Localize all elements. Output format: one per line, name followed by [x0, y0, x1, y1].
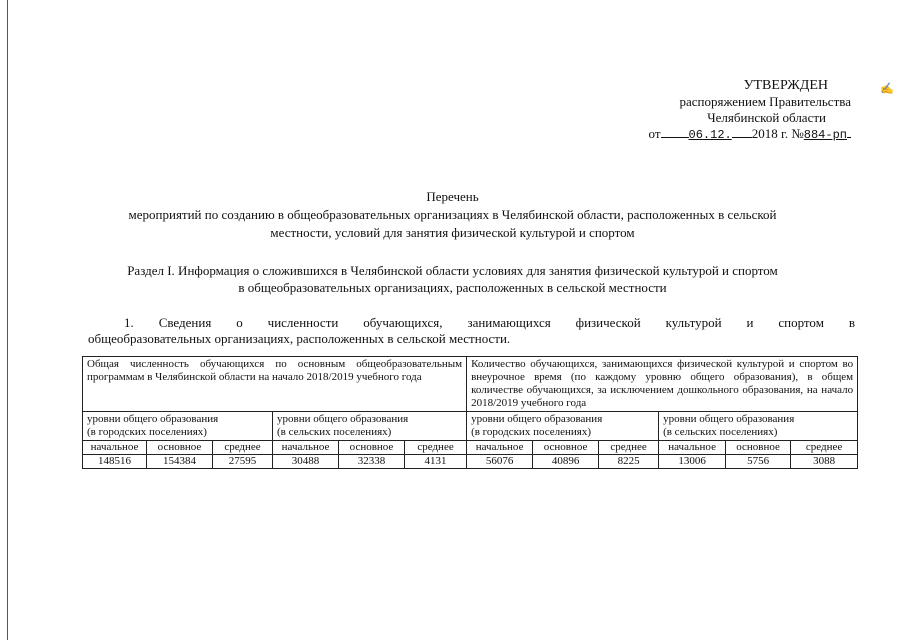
group-header-urban-sports: [467, 412, 659, 441]
item-line-2: общеобразовательных организациях, расположенных в сельской местности.: [88, 331, 511, 346]
approval-from-label: от: [648, 126, 661, 141]
group-sublabel: (в сельских поселениях): [277, 426, 392, 438]
header-total-students: Общая численность обучающихся по основным общеобразовательным программам в Челябинской области на начало 2018/2019 учебного года: [83, 357, 467, 412]
page-edge-line: [7, 0, 8, 640]
approval-line-2: распоряжением Правительства: [679, 94, 851, 109]
level-cell: начальное: [467, 441, 533, 455]
header-sports-students: Количество обучающихся, занимающихся физической культурой и спортом во внеурочное время (по каждому уровню общего образования), в общем количестве обучающихся, за исключением дошкольного образования, на начало 2018/2019 учебного года: [467, 357, 858, 412]
table-group-row: [83, 412, 858, 441]
level-cell: основное: [339, 441, 405, 455]
document-subtitle-line-1: мероприятий по созданию в общеобразовательных организациях в Челябинской области, расположенных в сельской: [128, 207, 777, 222]
date-blank-right: [732, 137, 752, 138]
level-cell: начальное: [273, 441, 339, 455]
level-cell: начальное: [659, 441, 726, 455]
table-level-row: [83, 441, 858, 455]
margin-mark: ✍: [880, 83, 894, 95]
level-cell: среднее: [791, 441, 858, 455]
level-cell: основное: [147, 441, 213, 455]
group-label: уровни общего образования: [87, 413, 219, 425]
approval-number: 884-рп: [803, 128, 847, 142]
group-sublabel: (в городских поселениях): [87, 426, 207, 438]
value-cell: 27595: [213, 455, 273, 469]
approval-line-3: Челябинской области: [707, 110, 826, 125]
value-cell: 148516: [83, 455, 147, 469]
group-label: уровни общего образования: [471, 413, 603, 425]
value-cell: 154384: [147, 455, 213, 469]
group-sublabel: (в сельских поселениях): [663, 426, 778, 438]
table-header-row: [83, 357, 858, 412]
value-cell: 56076: [467, 455, 533, 469]
value-cell: 8225: [599, 455, 659, 469]
number-blank: [847, 137, 851, 138]
item-line-1: 1. Сведения о численности обучающихся, занимающихся физической культурой и спортом в: [124, 315, 855, 330]
group-header-urban-total: [83, 412, 273, 441]
value-cell: 5756: [726, 455, 791, 469]
value-cell: 30488: [273, 455, 339, 469]
level-cell: начальное: [83, 441, 147, 455]
approval-stamp: [591, 78, 851, 143]
level-cell: основное: [726, 441, 791, 455]
approval-title: УТВЕРЖДЕН: [743, 78, 828, 93]
group-label: уровни общего образования: [663, 413, 795, 425]
value-cell: 13006: [659, 455, 726, 469]
table-values-row: [83, 455, 858, 469]
value-cell: 32338: [339, 455, 405, 469]
section-title-line-1: Раздел I. Информация о сложившихся в Челябинской области условиях для занятия физической культурой и спортом: [127, 263, 778, 278]
date-blank-left: [661, 137, 689, 138]
value-cell: 3088: [791, 455, 858, 469]
approval-date-line: [591, 126, 851, 143]
value-cell: 4131: [405, 455, 467, 469]
group-sublabel: (в городских поселениях): [471, 426, 591, 438]
document-subtitle-line-2: местности, условий для занятия физической культурой и спортом: [270, 225, 635, 240]
statistics-table: [82, 356, 858, 469]
level-cell: среднее: [405, 441, 467, 455]
level-cell: среднее: [599, 441, 659, 455]
level-cell: основное: [533, 441, 599, 455]
section-title-line-2: в общеобразовательных организациях, расположенных в сельской местности: [238, 280, 667, 295]
group-header-rural-total: [273, 412, 467, 441]
group-label: уровни общего образования: [277, 413, 409, 425]
level-cell: среднее: [213, 441, 273, 455]
value-cell: 40896: [533, 455, 599, 469]
group-header-rural-sports: [659, 412, 858, 441]
document-title: Перечень: [426, 189, 479, 204]
item-paragraph: [88, 315, 855, 347]
approval-year: 2018 г. №: [751, 126, 804, 141]
approval-date: 06.12.: [688, 128, 732, 142]
